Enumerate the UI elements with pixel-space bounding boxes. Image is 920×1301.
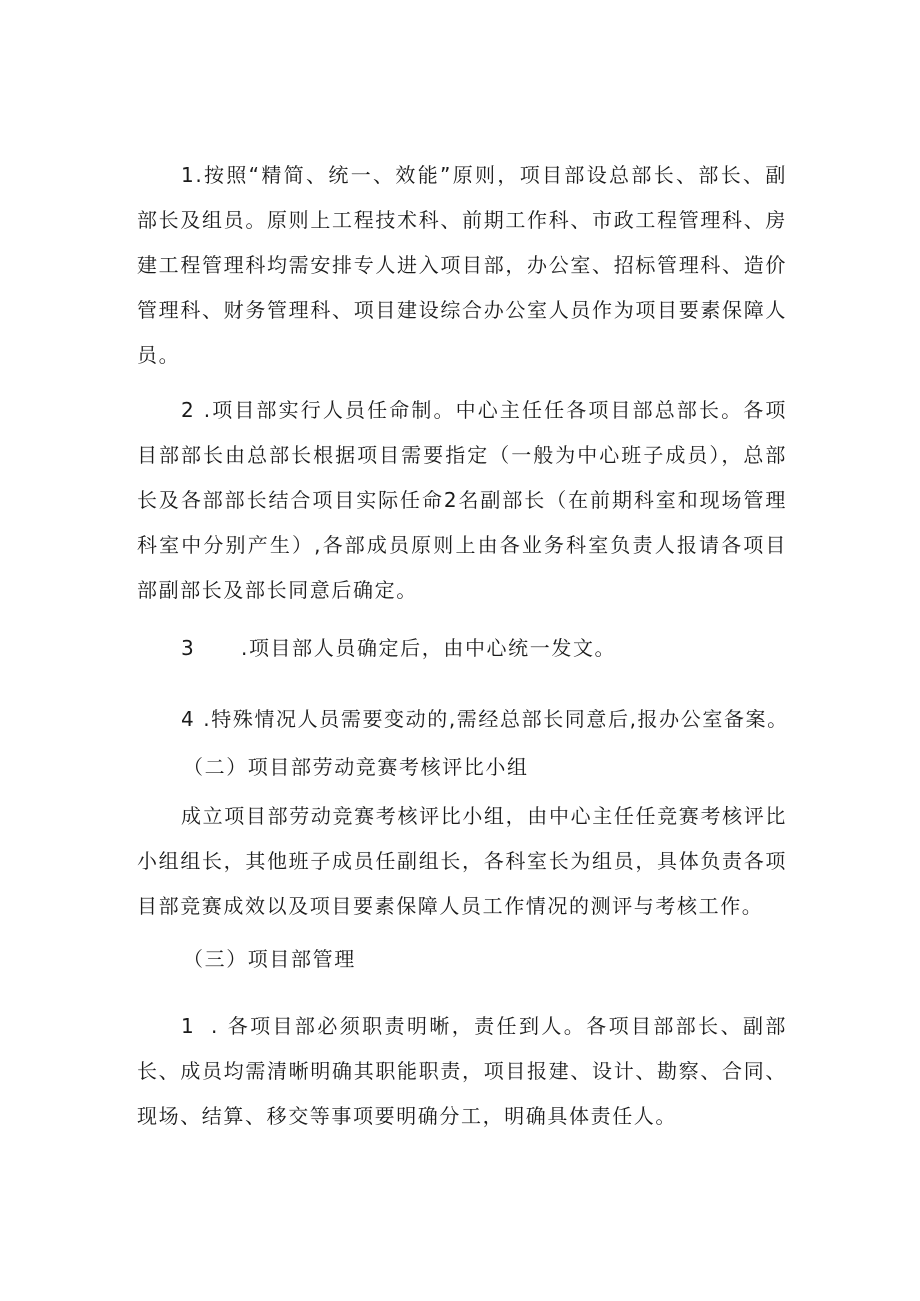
paragraph-item-2: 2 .项目部实行人员任命制。中心主任任各项目部总部长。各项目部部长由总部长根据项目需要指定（一般为中心班子成员），总部长及各部部长结合项目实际任命2名副部长（在前期科室和现场管理科室中分别产生）,各部成员原则上由各业务科室负责人报请各项目部副部长及部长同意后确定。 bbox=[137, 398, 787, 602]
paragraph-item-3 bbox=[137, 626, 787, 671]
paragraph-section-2-body: 成立项目部劳动竞赛考核评比小组，由中心主任任竞赛考核评比小组组长，其他班子成员任副组长，各科室长为组员，具体负责各项目部竞赛成效以及项目要素保障人员工作情况的测评与考核工作。 bbox=[137, 804, 787, 918]
paragraph-item-4: 4 .特殊情况人员需要变动的,需经总部长同意后,报办公室备案。 bbox=[181, 707, 789, 731]
item-3-number: 3 bbox=[181, 636, 196, 660]
paragraph-section-3-item-1 bbox=[137, 1004, 787, 1139]
section-heading-2: （二）项目部劳动竞赛考核评比小组 bbox=[183, 755, 529, 779]
section-3-item-1-text: . 各项目部必须职责明晰，责任到人。各项目部部长、副部长、成员均需清晰明确其职能职责，项目报建、设计、勘察、合同、现场、结算、移交等事项要明确分工，明确具体责任人。 bbox=[137, 1014, 787, 1128]
section-3-item-1-number: 1 bbox=[181, 1014, 196, 1038]
paragraph-item-1: 1.按照“精简、统一、效能”原则，项目部设总部长、部长、副部长及组员。原则上工程技术科、前期工作科、市政工程管理科、房建工程管理科均需安排专人进入项目部，办公室、招标管理科、造价管理科、财务管理科、项目建设综合办公室人员作为项目要素保障人员。 bbox=[137, 163, 787, 367]
item-3-text: .项目部人员确定后，由中心统一发文。 bbox=[241, 636, 617, 660]
section-heading-3: （三）项目部管理 bbox=[183, 947, 356, 971]
